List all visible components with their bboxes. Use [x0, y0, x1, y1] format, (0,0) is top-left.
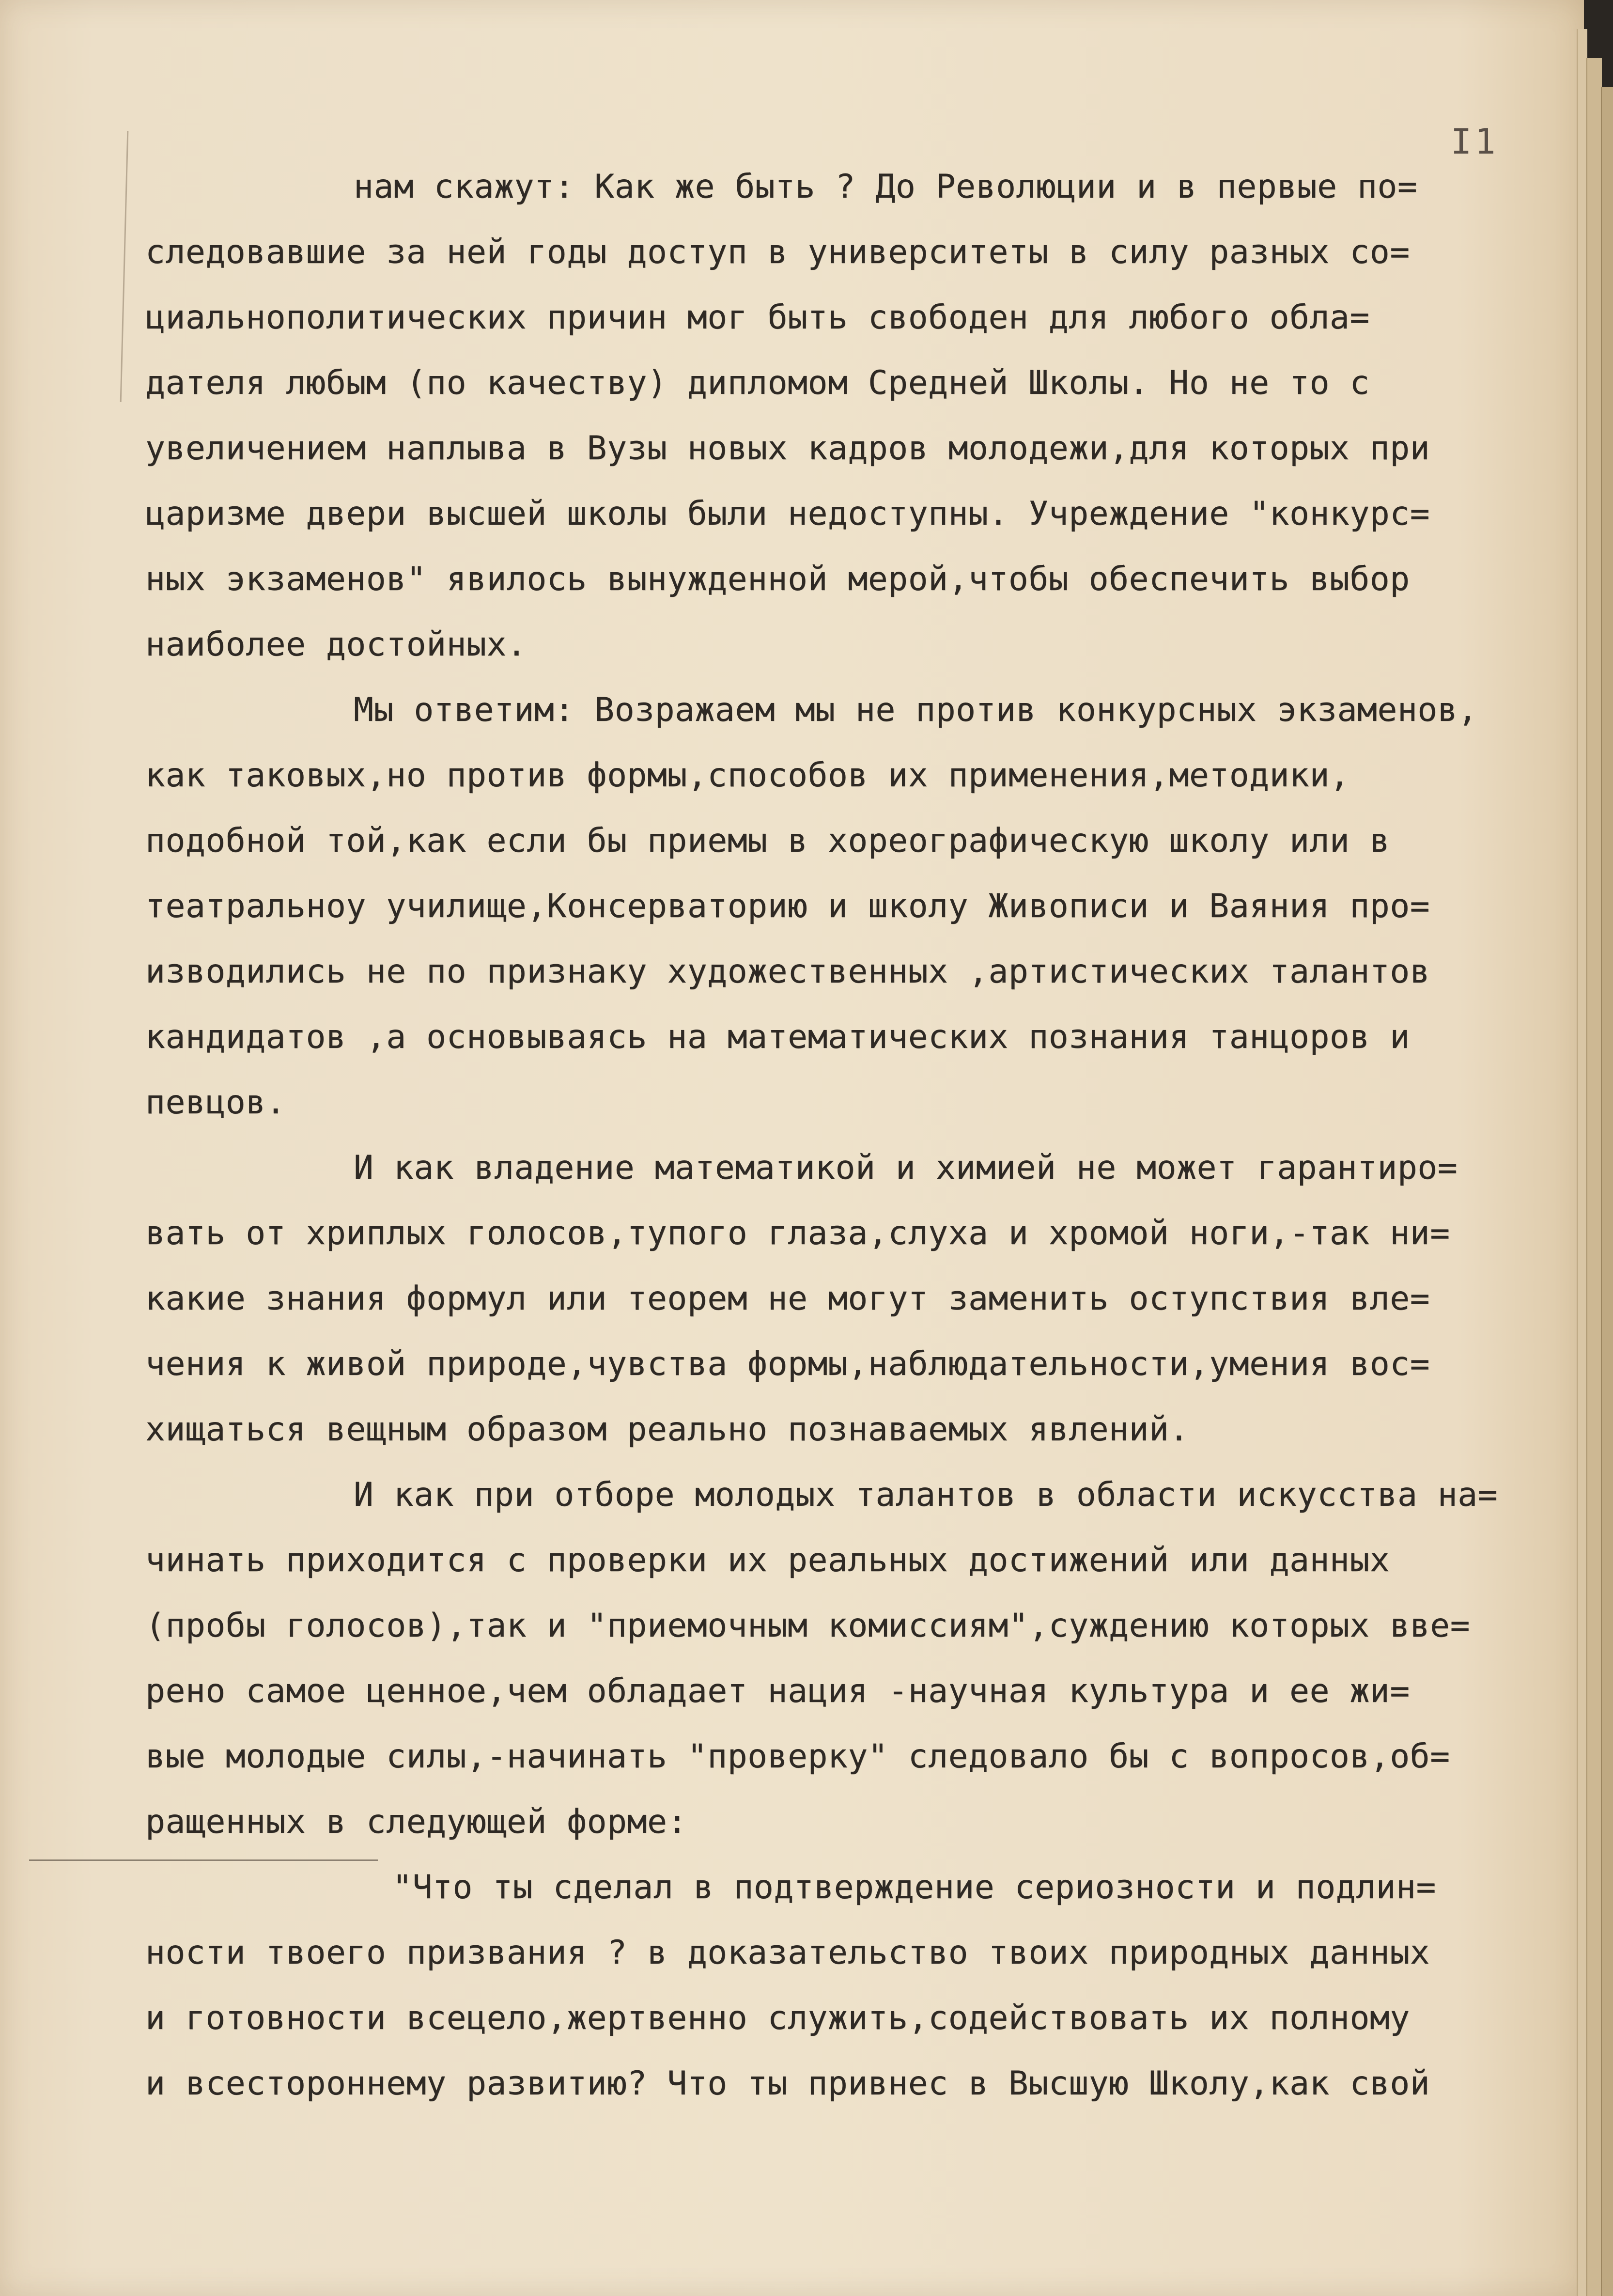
text-line: ности твоего призвания ? в доказательство твоих природных данных	[145, 1934, 1430, 1972]
text-line: дателя любым (по качеству) дипломом Средней Школы. Но не то с	[145, 364, 1370, 402]
text-line: какие знания формул или теорем не могут заменить оступствия вле=	[145, 1280, 1430, 1318]
text-line: царизме двери высшей школы были недоступны. Учреждение "конкурс=	[145, 495, 1430, 533]
text-line: наиболее достойных.	[145, 625, 527, 664]
text-line: кандидатов ,а основываясь на математических познания танцоров и	[145, 1018, 1410, 1056]
text-line: чинать приходится с проверки их реальных достижений или данных	[145, 1541, 1390, 1579]
page-edge	[1601, 87, 1613, 2296]
text-line: (пробы голосов),так и "приемочным комиссиям",суждению которых вве=	[145, 1607, 1471, 1645]
text-line: хищаться вещным образом реально познаваемых явлений.	[145, 1410, 1189, 1449]
text-line: ных экзаменов" явилось вынужденной мерой,чтобы обеспечить выбор	[145, 560, 1410, 598]
page-edge	[1577, 29, 1587, 2296]
text-line: и готовности всецело,жертвенно служить,содействовать их полному	[145, 1999, 1410, 2037]
text-line: увеличением наплыва в Вузы новых кадров молодежи,для которых при	[145, 429, 1430, 468]
text-line: И как владение математикой и химией не может гарантиро=	[354, 1149, 1458, 1187]
text-line: изводились не по признаку художественных ,артистических талантов	[145, 953, 1430, 991]
text-line: циальнополитических причин мог быть свободен для любого обла=	[145, 298, 1370, 337]
page-edge	[1586, 58, 1602, 2296]
text-line: нам скажут: Как же быть ? До Революции и в первые по=	[354, 168, 1418, 206]
text-line: и всестороннему развитию? Что ты привнес в Высшую Школу,как свой	[145, 2064, 1430, 2103]
text-line: чения к живой природе,чувства формы,наблюдательности,умения вос=	[145, 1345, 1430, 1383]
text-line: певцов.	[145, 1083, 286, 1122]
text-line: вые молодые силы,-начинать "проверку" следовало бы с вопросов,об=	[145, 1737, 1450, 1776]
text-line: Мы ответим: Возражаем мы не против конкурсных экзаменов,	[354, 691, 1478, 729]
text-line: рено самое ценное,чем обладает нация -научная культура и ее жи=	[145, 1672, 1410, 1710]
typewritten-text	[145, 154, 1560, 2116]
text-line: вать от хриплых голосов,тупого глаза,слуха и хромой ноги,-так ни=	[145, 1214, 1450, 1252]
text-line: ращенных в следующей форме:	[145, 1803, 687, 1841]
text-line: театральноу училище,Консерваторию и школу Живописи и Ваяния про=	[145, 887, 1430, 925]
page-number: I1	[1451, 121, 1499, 162]
text-line: следовавшие за ней годы доступ в университеты в силу разных со=	[145, 233, 1410, 271]
text-line: И как при отборе молодых талантов в области искусства на=	[354, 1476, 1498, 1514]
text-line: как таковых,но против формы,способов их применения,методики,	[145, 756, 1350, 795]
text-line: подобной той,как если бы приемы в хореографическую школу или в	[145, 822, 1390, 860]
text-line: "Что ты сделал в подтверждение сериозности и подлин=	[392, 1868, 1436, 1906]
